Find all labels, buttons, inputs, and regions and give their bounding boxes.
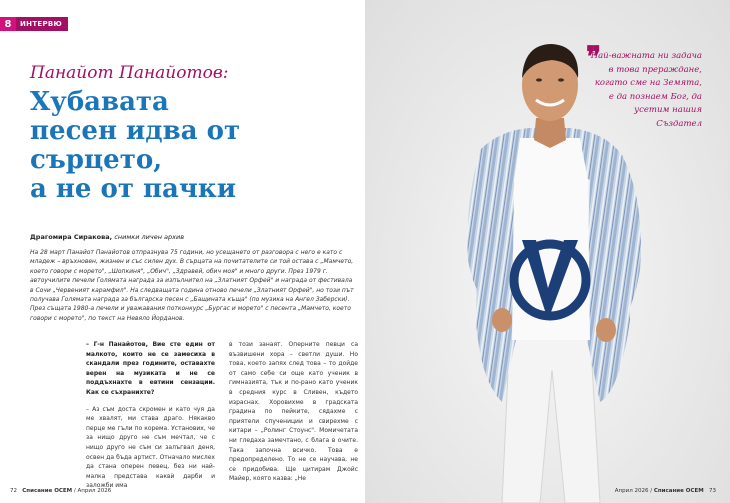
interview-question: – Г-н Панайотов, Вие сте един от малкото, които не се замесиха в скандали през годините, оставахте верен на музиката и не се поддъхнахте в евтини сензации. Как се съхранихте? [86, 341, 215, 396]
column-2 [229, 340, 358, 491]
headline-line: песен идва от [30, 116, 241, 146]
headline [30, 88, 330, 204]
issue-date: / Април 2026 [73, 488, 112, 494]
byline-credit: снимки личен архив [114, 233, 185, 241]
pull-quote: Най-важната ни задача в това прераждане, когато сме на Земята, е да познаем Бог, да усетим нашия Създател [590, 51, 702, 129]
magazine-brand: Списание ОСЕМ [653, 488, 704, 494]
page-number: 73 [709, 488, 716, 494]
section-tag [0, 17, 68, 31]
folio-right [615, 488, 716, 494]
page-number: 72 [10, 488, 17, 494]
kicker: Панайот Панайотов: [30, 63, 229, 83]
issue-date: Април 2026 / [614, 488, 653, 494]
column-2-text: в този занаят. Оперните певци са възвишени хора – светли души. Но това, което запях след това – то дойде от само себе си още като ученик в гимназията, тък и по-рано като ученик в средния курс в Сливен, където израснах. Хоровихме в градската градина по пейките, сядахме с приятели спучениции и свирехме с китари – „Ролинг Стоунс". Момичетата ни гледаха замечтано, с блага в очите. Така започна всичко. Това е предопределено. То не се научава, не се придобива. Ще цитирам Джойс Майер, която казва: „Не [229, 341, 358, 483]
folio-left [10, 488, 111, 494]
headline-line: а не от пачки [30, 174, 236, 204]
lead-paragraph: На 28 март Панайот Панайотов отпразнува 75 години, но усещането от разговора с него е като с младеж – връхновен, жизнен и със силен дух. В сърцата на почитателите си той остава с „Мамчето, което говори с морето", „Шопкиня", „Обич", „Здравей, обич моя" и много други. През 1979 г. автоучилите печели Голямата награда за изпълнител на „Златният Орфей" и награда от фестивала в Сочи „Червеният карамфил". На следващата година отново печели „Златният Орфей", но този път получава Голямата награда за българска песен с „Бащината къща" (по музика на Ангел Заберски). През същата 1980-а печели и уважавания потконкурс „Бургас и морето" с песента „Мамчето, което говори с морето", по текст на Невяло Йорданов. [30, 249, 354, 322]
section-number: 8 [0, 17, 16, 31]
headline-line: сърцето, [30, 145, 163, 175]
quote-mark-icon: ❞ [586, 40, 602, 73]
interview-answer: – Аз съм доста скромен и като чуя да ме хвалят, ми става драго. Някакво перце ме гъли по корема. Установих, че за нищо друго не съм мечтал, че с нищо друго не съм си залъгвал деня, освен да бъда артист. Отначало мислех да стана оперен певец, без ни най-малка представа каквѝ дарби и заложби има [86, 405, 215, 490]
byline-author: Драгомира Сиракова, [30, 233, 113, 241]
article-columns [86, 340, 358, 491]
magazine-brand: Списание ОСЕМ [22, 488, 73, 494]
headline-line: Хубавата [30, 87, 169, 117]
section-label: ИНТЕРВЮ [16, 17, 68, 31]
byline [30, 233, 184, 241]
column-1 [86, 340, 215, 491]
